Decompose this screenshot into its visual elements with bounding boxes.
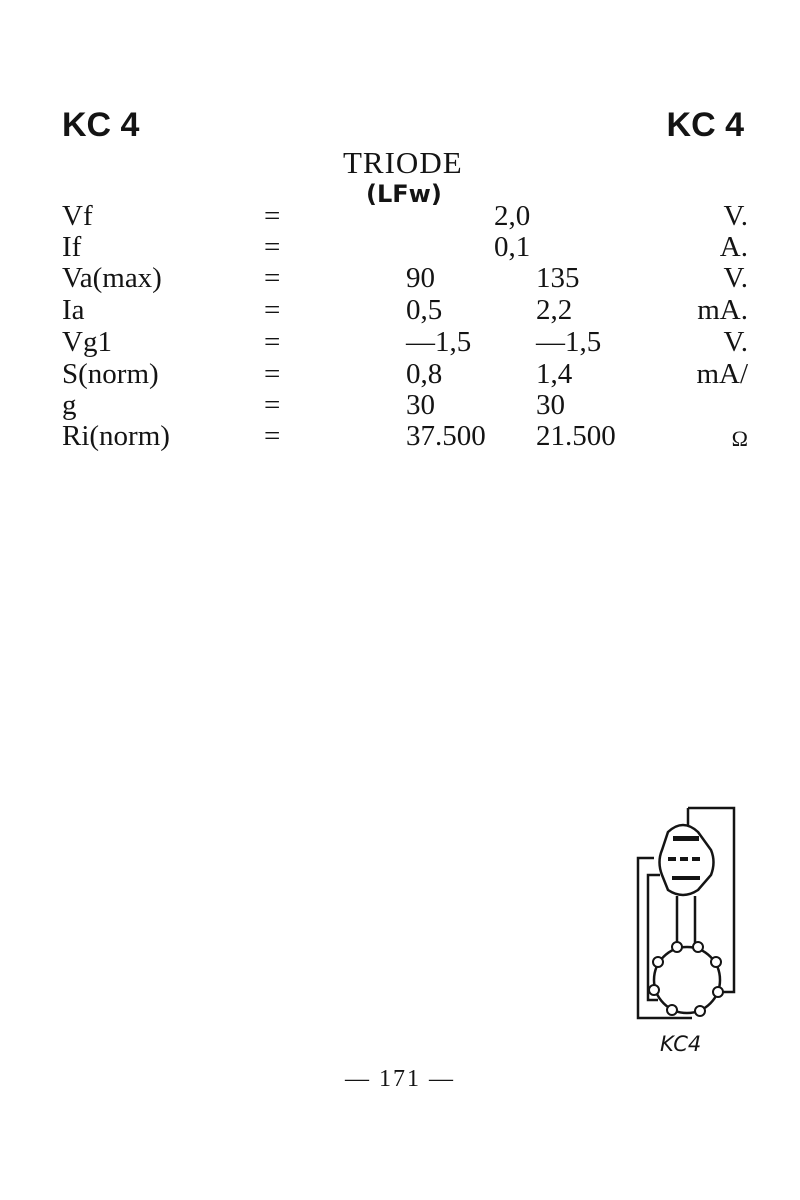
spec-value-2: 135	[536, 262, 580, 294]
header-right-title: KC 4	[666, 106, 744, 144]
equals-sign: =	[264, 231, 281, 263]
tube-electrodes	[668, 836, 700, 880]
base-pin	[695, 1006, 705, 1016]
spec-row-s-norm	[0, 358, 800, 390]
spec-row-vg1	[0, 326, 800, 358]
spec-value-1: 30	[406, 389, 435, 421]
grid-dash-1	[668, 857, 676, 861]
tube-base-diagram	[620, 800, 750, 1030]
equals-sign: =	[264, 262, 281, 294]
spec-value-2: 2,0	[494, 200, 531, 232]
spec-row-if	[0, 231, 800, 263]
spec-label: If	[62, 231, 82, 263]
spec-unit: V.	[723, 262, 748, 294]
spec-label: Vg1	[62, 326, 112, 358]
base-pin	[653, 957, 663, 967]
equals-sign: =	[264, 294, 281, 326]
base-pin	[672, 942, 682, 952]
spec-row-ia	[0, 294, 800, 326]
base-pin	[693, 942, 703, 952]
handwritten-annotation: (LFw)	[366, 180, 442, 208]
spec-value-1: —1,5	[406, 326, 472, 358]
spec-unit: mA.	[697, 294, 748, 326]
spec-value-2: 2,2	[536, 294, 573, 326]
spec-label: Va(max)	[62, 262, 162, 294]
tube-type-subtitle: TRIODE	[343, 145, 463, 180]
spec-row-g	[0, 389, 800, 421]
spec-unit: mA/	[696, 358, 748, 390]
equals-sign: =	[264, 326, 281, 358]
spec-value-1: 0,5	[406, 294, 443, 326]
spec-value-1: 0,8	[406, 358, 443, 390]
equals-sign: =	[264, 420, 281, 452]
spec-label: g	[62, 389, 77, 421]
grid-dash-2	[680, 857, 688, 861]
spec-row-va-max	[0, 262, 800, 294]
equals-sign: =	[264, 358, 281, 390]
anode-plate	[673, 836, 699, 841]
cathode	[672, 876, 700, 880]
spec-value-1: 90	[406, 262, 435, 294]
base-pin	[667, 1005, 677, 1015]
grid-dash-3	[692, 857, 700, 861]
page-number: — 171 —	[345, 1066, 455, 1092]
header-left-title: KC 4	[62, 106, 140, 144]
spec-value-2: 0,1	[494, 231, 531, 263]
spec-label: Ia	[62, 294, 85, 326]
spec-value-2: 1,4	[536, 358, 573, 390]
base-pin-circle	[654, 947, 720, 1013]
spec-unit: A.	[719, 231, 748, 263]
spec-value-2: 21.500	[536, 420, 616, 452]
base-pin	[649, 985, 659, 995]
spec-row-vf	[0, 200, 800, 232]
base-pin	[711, 957, 721, 967]
equals-sign: =	[264, 200, 281, 232]
spec-label: Vf	[62, 200, 93, 232]
spec-value-2: 30	[536, 389, 565, 421]
spec-value-1: 37.500	[406, 420, 486, 452]
base-pin	[713, 987, 723, 997]
spec-value-2: —1,5	[536, 326, 602, 358]
spec-row-ri-norm	[0, 420, 800, 452]
spec-unit: V.	[723, 326, 748, 358]
spec-label: Ri(norm)	[62, 420, 170, 452]
spec-unit: V.	[723, 200, 748, 232]
spec-label: S(norm)	[62, 358, 159, 390]
spec-unit: Ω	[731, 426, 748, 451]
equals-sign: =	[264, 389, 281, 421]
diagram-caption: KC4	[660, 1032, 702, 1056]
